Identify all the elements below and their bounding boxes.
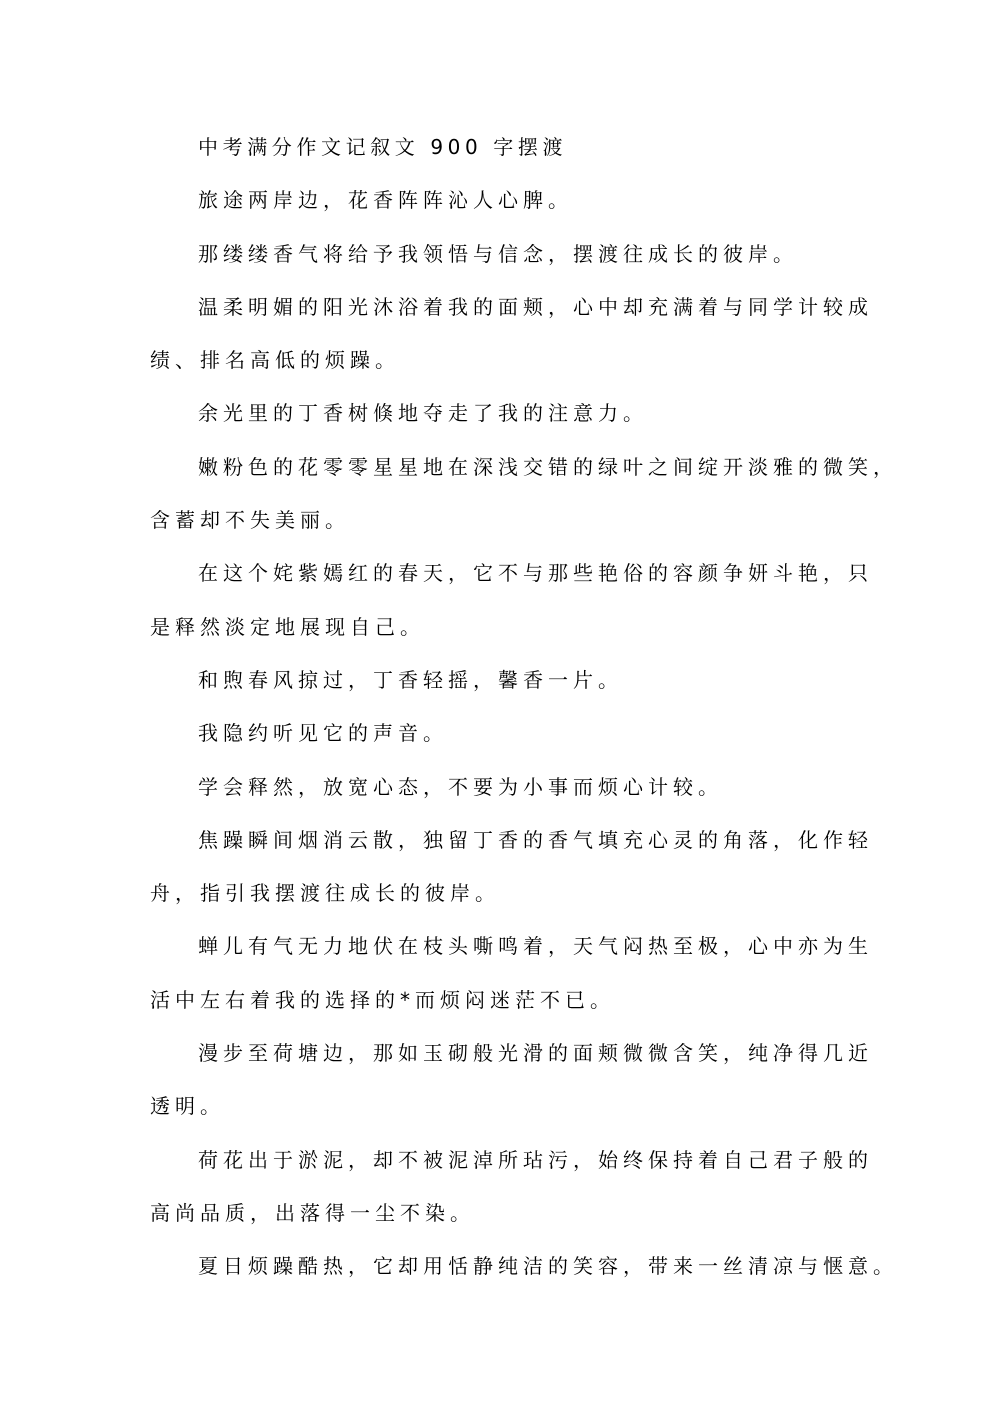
paragraph-line: 学会释然，放宽心态，不要为小事而烦心计较。 (198, 774, 723, 799)
paragraph-line: 在这个姹紫嫣红的春天，它不与那些艳俗的容颜争妍斗艳，只 (198, 561, 873, 586)
paragraph-line: 余光里的丁香树倏地夺走了我的注意力。 (198, 401, 648, 426)
paragraph-line: 舟，指引我摆渡往成长的彼岸。 (150, 881, 500, 906)
paragraph-line: 温柔明媚的阳光沐浴着我的面颊，心中却充满着与同学计较成 (198, 294, 873, 319)
paragraph-line: 那缕缕香气将给予我领悟与信念，摆渡往成长的彼岸。 (198, 241, 798, 266)
paragraph-line: 夏日烦躁酷热，它却用恬静纯洁的笑容，带来一丝清凉与惬意。 (198, 1254, 898, 1279)
paragraph-line: 我隐约听见它的声音。 (198, 721, 448, 746)
paragraph-line: 是释然淡定地展现自己。 (150, 614, 425, 639)
paragraph-line: 透明。 (150, 1094, 225, 1119)
paragraph-line: 含蓄却不失美丽。 (150, 508, 350, 533)
paragraph-line: 旅途两岸边，花香阵阵沁人心脾。 (198, 188, 573, 213)
paragraph-line: 嫩粉色的花零零星星地在深浅交错的绿叶之间绽开淡雅的微笑， (198, 454, 898, 479)
paragraph-line: 漫步至荷塘边，那如玉砌般光滑的面颊微微含笑，纯净得几近 (198, 1041, 873, 1066)
paragraph-line: 荷花出于淤泥，却不被泥淖所玷污，始终保持着自己君子般的 (198, 1147, 873, 1172)
paragraph-line: 高尚品质，出落得一尘不染。 (150, 1200, 475, 1225)
paragraph-line: 和煦春风掠过，丁香轻摇，馨香一片。 (198, 667, 623, 692)
paragraph-line: 活中左右着我的选择的*而烦闷迷茫不已。 (150, 987, 615, 1012)
document-title: 中考满分作文记叙文 900 字摆渡 (198, 135, 568, 159)
paragraph-line: 焦躁瞬间烟消云散，独留丁香的香气填充心灵的角落，化作轻 (198, 827, 873, 852)
paragraph-line: 绩、排名高低的烦躁。 (150, 348, 400, 373)
document-body (150, 128, 898, 1301)
paragraph-line: 蝉儿有气无力地伏在枝头嘶鸣着，天气闷热至极，心中亦为生 (198, 934, 873, 959)
